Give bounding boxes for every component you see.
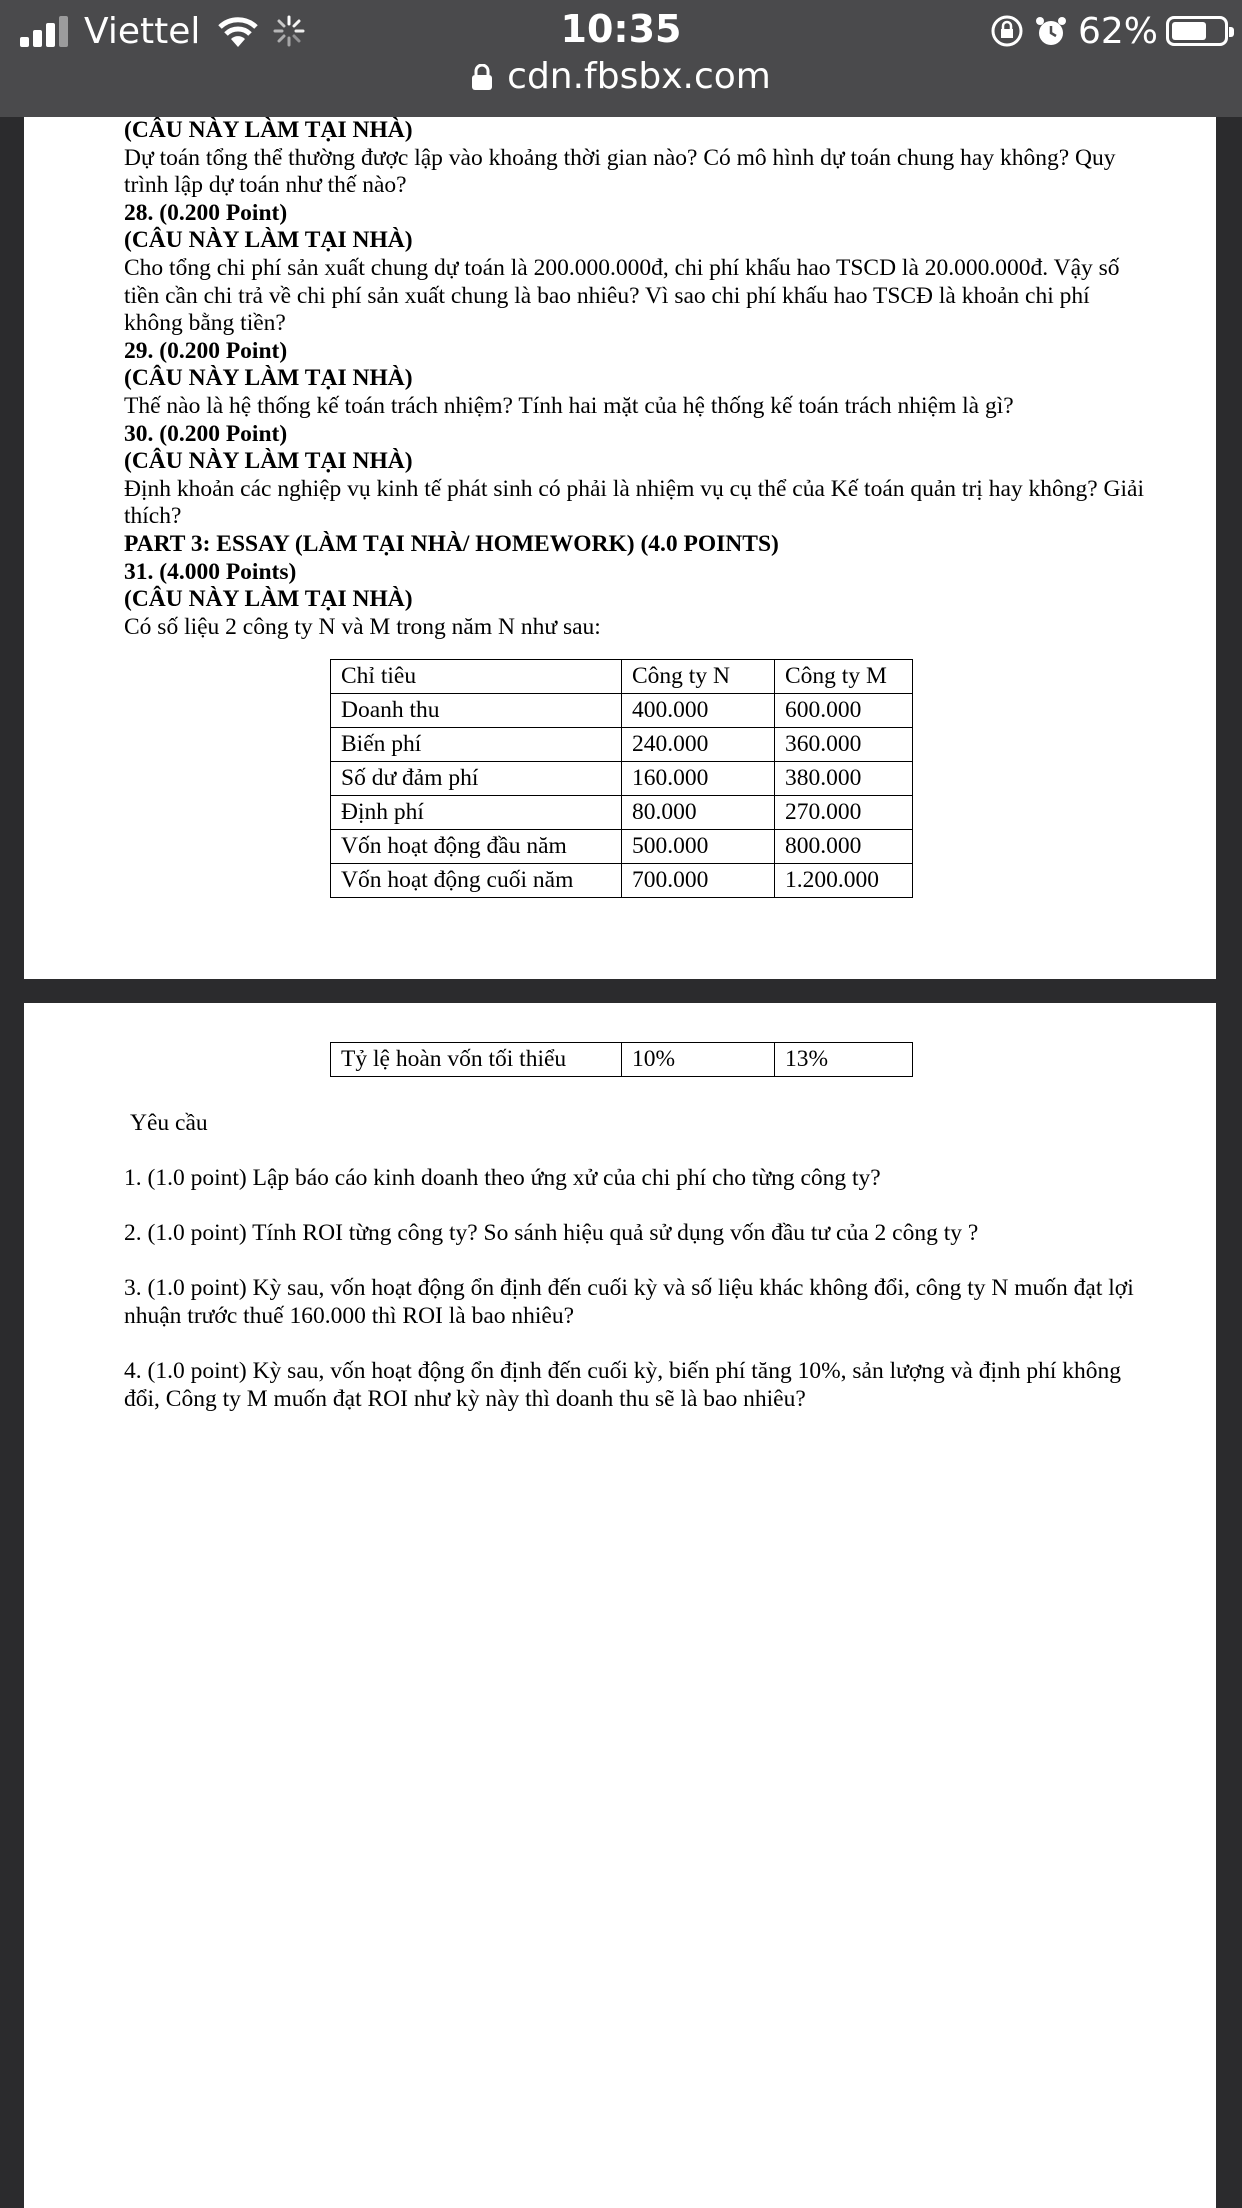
requirement-3: 3. (1.0 point) Kỳ sau, vốn hoạt động ổn định đến cuối kỳ và số liệu khác không đổi, công ty N muốn đạt lợi nhuận trước thuế 160.000 thì ROI là bao nhiêu? bbox=[124, 1275, 1134, 1329]
company-data-table bbox=[330, 659, 913, 898]
table-row bbox=[331, 864, 913, 898]
table-cell: 270.000 bbox=[775, 796, 913, 830]
q28-text: Cho tổng chi phí sản xuất chung dự toán là 200.000.000đ, chi phí khấu hao TSCD là 20.000.000đ. Vậy số tiền cần chi trả về chi phí sản xuất chung là bao nhiêu? Vì sao chi phí khấu hao TSCĐ là khoản chi phí không bằng tiền? bbox=[124, 254, 1120, 337]
status-time: 10:35 bbox=[560, 7, 682, 51]
url-bar[interactable] bbox=[0, 56, 1242, 97]
requirements-title: Yêu cầu bbox=[130, 1110, 208, 1136]
alarm-icon bbox=[1034, 14, 1068, 48]
requirement-4: 4. (1.0 point) Kỳ sau, vốn hoạt động ổn định đến cuối kỳ, biến phí tăng 10%, sản lượng và định phí không đổi, Công ty M muốn đạt ROI như kỳ này thì doanh thu sẽ là bao nhiêu? bbox=[124, 1358, 1122, 1412]
requirement-1: 1. (1.0 point) Lập báo cáo kinh doanh theo ứng xử của chi phí cho từng công ty? bbox=[124, 1165, 881, 1191]
table-cell: 360.000 bbox=[775, 728, 913, 762]
questions-block bbox=[124, 117, 1144, 641]
table-row bbox=[331, 830, 913, 864]
document-page bbox=[24, 117, 1216, 979]
battery-icon bbox=[1166, 16, 1228, 46]
q28-label: 28. (0.200 Point) bbox=[124, 199, 288, 226]
q31-label: 31. (4.000 Points) bbox=[124, 558, 297, 585]
table-cell: Vốn hoạt động đầu năm bbox=[331, 830, 622, 864]
table-cell: Số dư đảm phí bbox=[331, 762, 622, 796]
table-cell: 1.200.000 bbox=[775, 864, 913, 898]
table-cell: 500.000 bbox=[622, 830, 775, 864]
battery-percentage: 62% bbox=[1077, 10, 1158, 52]
document-page bbox=[24, 1003, 1216, 2208]
table-cell: Doanh thu bbox=[331, 694, 622, 728]
q29-text: Thế nào là hệ thống kế toán trách nhiệm? Tính hai mặt của hệ thống kế toán trách nhiệm là gì? bbox=[124, 392, 1014, 419]
table-cell: 380.000 bbox=[775, 762, 913, 796]
q30-label: 30. (0.200 Point) bbox=[124, 420, 288, 447]
table-row bbox=[331, 796, 913, 830]
part3-heading: PART 3: ESSAY (LÀM TẠI NHÀ/ HOMEWORK) (4.0 POINTS) bbox=[124, 530, 779, 557]
table-row bbox=[331, 762, 913, 796]
table-header-cell: Công ty M bbox=[775, 660, 913, 694]
table-header-row bbox=[331, 660, 913, 694]
q31-intro: Có số liệu 2 công ty N và M trong năm N như sau: bbox=[124, 613, 601, 640]
carrier-name: Viettel bbox=[84, 10, 201, 52]
table-cell: 700.000 bbox=[622, 864, 775, 898]
q29-label: 29. (0.200 Point) bbox=[124, 337, 288, 364]
table-cell: Tỷ lệ hoàn vốn tối thiểu bbox=[331, 1043, 622, 1077]
q28-note: (CÂU NÀY LÀM TẠI NHÀ) bbox=[124, 227, 413, 254]
table-cell: 13% bbox=[775, 1043, 913, 1077]
table-row bbox=[331, 694, 913, 728]
table-header-cell: Chỉ tiêu bbox=[331, 660, 622, 694]
table-cell: 240.000 bbox=[622, 728, 775, 762]
q27-text: Dự toán tổng thể thường được lập vào khoảng thời gian nào? Có mô hình dự toán chung hay không? Quy trình lập dự toán như thế nào? bbox=[124, 144, 1116, 199]
cut-off-heading: (CÂU NÀY LÀM TẠI NHÀ) bbox=[124, 117, 413, 143]
url-text: cdn.fbsbx.com bbox=[507, 56, 771, 97]
table-row bbox=[331, 728, 913, 762]
table-row bbox=[331, 1043, 913, 1077]
orientation-lock-icon bbox=[990, 14, 1024, 48]
table-cell: Vốn hoạt động cuối năm bbox=[331, 864, 622, 898]
q30-text: Định khoản các nghiệp vụ kinh tế phát sinh có phải là nhiệm vụ cụ thể của Kế toán quản trị hay không? Giải thích? bbox=[124, 475, 1145, 530]
table-cell: Biến phí bbox=[331, 728, 622, 762]
q31-note: (CÂU NÀY LÀM TẠI NHÀ) bbox=[124, 586, 413, 613]
table-cell: 400.000 bbox=[622, 694, 775, 728]
table-header-cell: Công ty N bbox=[622, 660, 775, 694]
table-cell: 800.000 bbox=[775, 830, 913, 864]
table-cell: 10% bbox=[622, 1043, 775, 1077]
requirement-2: 2. (1.0 point) Tính ROI từng công ty? So sánh hiệu quả sử dụng vốn đầu tư của 2 công ty ? bbox=[124, 1220, 979, 1246]
table-cell: 600.000 bbox=[775, 694, 913, 728]
table-cell: Định phí bbox=[331, 796, 622, 830]
table-cell: 160.000 bbox=[622, 762, 775, 796]
status-bar bbox=[0, 0, 1242, 117]
lock-icon bbox=[471, 64, 493, 90]
company-data-table-continued bbox=[330, 1042, 913, 1077]
table-cell: 80.000 bbox=[622, 796, 775, 830]
q30-note: (CÂU NÀY LÀM TẠI NHÀ) bbox=[124, 448, 413, 475]
q29-note: (CÂU NÀY LÀM TẠI NHÀ) bbox=[124, 365, 413, 392]
